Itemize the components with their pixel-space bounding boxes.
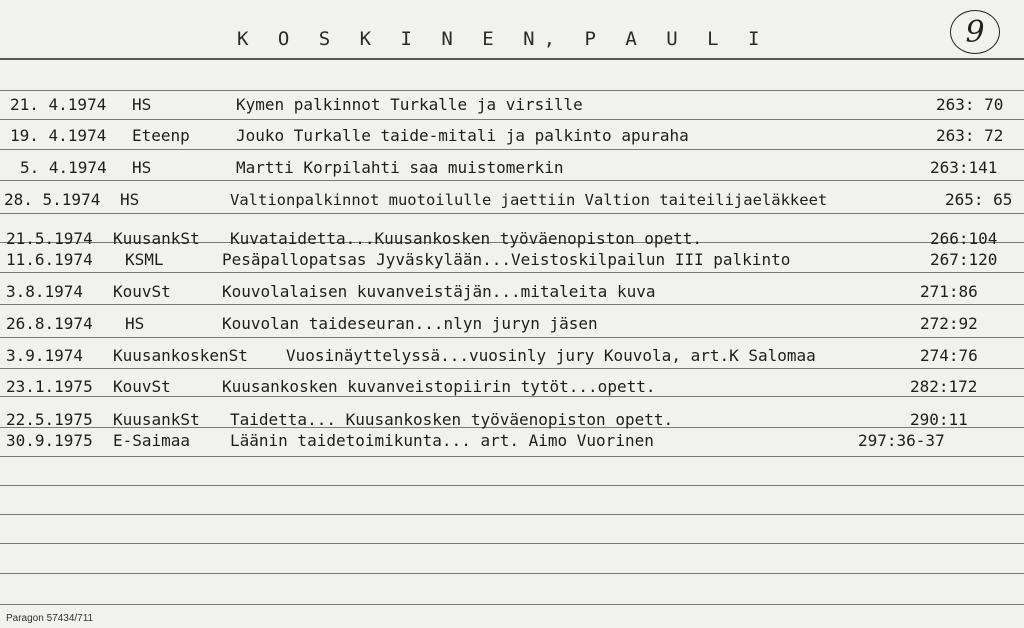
entry-ref: 263: 70 [936,95,1004,114]
entry-source: Eteenp [132,126,190,145]
entry-source: KuusankSt [113,410,200,429]
entry-date: 3.8.1974 [6,282,84,301]
entry-text: Martti Korpilahti saa muistomerkin [236,158,564,177]
ruled-line [0,213,1024,214]
entry-text: Kouvolalaisen kuvanveistäjän...mitaleita kuva [222,282,656,301]
entry-text: Vuosinäyttelyssä...vuosinly jury Kouvola, art.K Salomaa [286,346,816,365]
ruled-line [0,272,1024,273]
ruled-line [0,149,1024,150]
entry-text: Kuusankosken kuvanveistopiirin tytöt...opett. [222,377,656,396]
entry-source: KouvSt [113,282,171,301]
entry-source: KouvSt [113,377,171,396]
ruled-line [0,573,1024,574]
entry-text: Läänin taidetoimikunta... art. Aimo Vuorinen [230,431,654,450]
ruled-line [0,456,1024,457]
entry-date: 21. 4.1974 [10,95,107,114]
ruled-line [0,337,1024,338]
ruled-line [0,90,1024,91]
entry-source: HS [132,158,152,177]
ruled-line [0,304,1024,305]
entry-date: 11.6.1974 [6,250,93,269]
entry-date: 5. 4.1974 [20,158,107,177]
entry-text: Kuvataidetta...Kuusankosken työväenopiston opett. [230,229,703,248]
entry-date: 21.5.1974 [6,229,93,248]
entry-date: 22.5.1975 [6,410,93,429]
entry-source: KuusankoskenSt [113,346,248,365]
ruled-line [0,119,1024,120]
entry-ref: 263:141 [930,158,998,177]
entry-text: Jouko Turkalle taide-mitali ja palkinto apuraha [236,126,689,145]
card-title: K O S K I N E N, P A U L I [237,28,769,50]
entry-ref: 290:11 [910,410,968,429]
ruled-line [0,485,1024,486]
entry-ref: 297:36-37 [858,431,945,450]
entry-source: KuusankSt [113,229,200,248]
entry-source: HS [120,190,140,209]
card-number: 9 [965,14,985,50]
entry-date: 23.1.1975 [6,377,93,396]
entry-date: 26.8.1974 [6,314,93,333]
ruled-line [0,604,1024,605]
ruled-line [0,396,1024,397]
entry-ref: 272:92 [920,314,978,333]
entry-ref: 271:86 [920,282,978,301]
card-number-circle [950,10,1000,54]
entry-date: 30.9.1975 [6,431,93,450]
entry-text: Valtionpalkinnot muotoilulle jaettiin Valtion taiteilijaeläkkeet [230,191,828,209]
entry-text: Kouvolan taideseuran...nlyn juryn jäsen [222,314,598,333]
entry-date: 28. 5.1974 [4,190,101,209]
entry-ref: 266:104 [930,229,998,248]
entry-source: E-Saimaa [113,431,191,450]
entry-ref: 282:172 [910,377,978,396]
entry-text: Pesäpallopatsas Jyväskylään...Veistoskilpailun III palkinto [222,250,791,269]
ruled-line [0,543,1024,544]
entry-source: KSML [125,250,164,269]
entry-ref: 263: 72 [936,126,1004,145]
ruled-line [0,180,1024,181]
header-rule [0,58,1024,60]
entry-source: HS [132,95,152,114]
entry-ref: 267:120 [930,250,998,269]
printer-mark: Paragon 57434/711 [6,613,94,624]
ruled-line [0,368,1024,369]
entry-source: HS [125,314,145,333]
entry-date: 19. 4.1974 [10,126,107,145]
entry-ref: 265: 65 [945,190,1013,209]
entry-text: Taidetta... Kuusankosken työväenopiston opett. [230,410,674,429]
entry-ref: 274:76 [920,346,978,365]
entry-date: 3.9.1974 [6,346,84,365]
entry-text: Kymen palkinnot Turkalle ja virsille [236,95,583,114]
ruled-line [0,514,1024,515]
